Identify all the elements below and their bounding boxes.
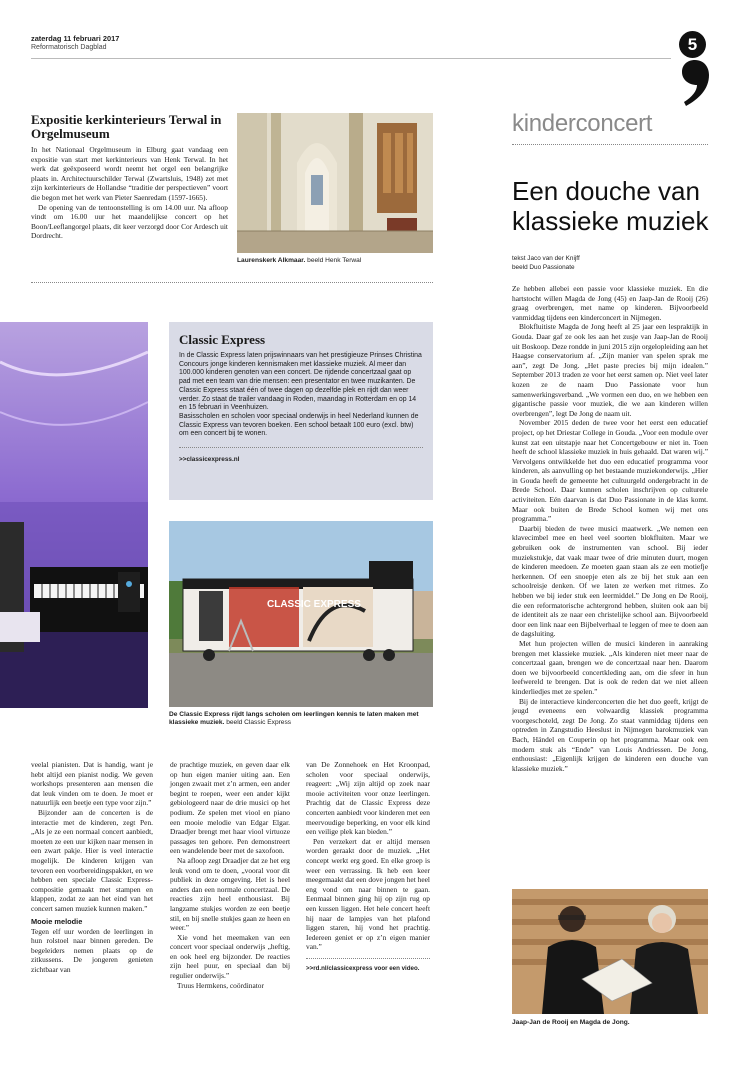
article-paragraph-5: Met hun projecten willen de musici kinderen in aanraking brengen met klassieke muziek. „Als kinderen niet meer naar de concertzaal gaan, brengen we de concertzaal naar hen. Daarom doen we bijvoorbeeld concertkleding aan, om die sfeer in hun leefwereld te brengen. Dat is ook de reden dat we niet alleen kinderliedjes met ze spelen.” xyxy=(512,638,708,696)
expositie-paragraph-2: De opening van de tentoonstelling is om 14.00 uur. Na afloop vindt om 16.00 uur het maandelijkse concert op het Boon/Leeflangorgel plaats, dit keer verzorgd door Cor Ardesch uit Dordrecht. xyxy=(31,202,228,241)
expositie-title: Expositie kerkinterieurs Terwal in Orgelmuseum xyxy=(31,112,222,141)
classic-express-truck-photo xyxy=(169,521,433,707)
byline-photo: beeld Duo Passionate xyxy=(512,263,575,271)
comma-mark-icon xyxy=(680,58,710,108)
article-paragraph-4: Daarbij bieden de twee musici maatwerk. „We nemen een klavecimbel mee en heel veel soorten blokfluiten. Maar we gebruiken ook de instrumenten van school. Bij ieder muziekstukje, dat vaak maar twee of drie minuten duurt, mogen de kinderen meedoen. Ze moeten gaan staan als ze een motiefje herkennen. Of een snoepje eten als ze bij het stuk aan een schoolreisje denken. Of we laten ze werken met ritmes. Zo hebben we bij ieder stuk een leermiddel.” De Jong en De Rooij, die een reformatorische achtergrond hebben, sluiten ook aan bij de identiteit als ze naar een christelijke school aan. Bijvoorbeeld door een link naar een Bijbelverhaal te leggen of mee te doen aan de dagsluiting. xyxy=(512,523,708,639)
header-publication: Reformatorisch Dagblad xyxy=(31,44,107,51)
classic-express-dotted-rule xyxy=(179,447,423,448)
concert-photo xyxy=(0,322,148,708)
truck-label: CLASSIC EXPRESS xyxy=(267,599,361,610)
church-interior-painting xyxy=(237,113,433,253)
expositie-paragraph-1: In het Nationaal Orgelmuseum in Elburg gaat vandaag een expositie van start met kerkinterieurs van Henk Terwal. In het werk dat geëxposeerd wordt neemt het orgel een belangrijke plaats in. Architectuurschilder Terwal (Zwartsluis, 1948) zet met zijn kerkinterieurs de Hollandse “traditie der perspectieven” voort die begon met het werk van Pieter Saenredam (1597-1665). xyxy=(31,145,228,202)
lower-column-3 xyxy=(306,760,430,972)
kicker-dotted-rule xyxy=(512,144,708,145)
article-paragraph-1: Ze hebben allebei een passie voor klassieke muziek. En die hartstocht willen Magda de Jong (45) en Jaap-Jan de Rooij (26) graag overbrengen, met name op kinderen. Bijvoorbeeld vanmiddag tijdens een kinderconcert in Nijmegen. xyxy=(512,284,708,322)
page-number: 5 xyxy=(687,35,698,54)
classic-express-title: Classic Express xyxy=(179,332,266,347)
col2-paragraph-4: Truus Hermkens, coördinator xyxy=(177,980,264,990)
expositie-dotted-rule xyxy=(31,282,433,283)
col2-paragraph-1: de prachtige muziek, en geven daar elk op hun eigen manier uiting aan. Een jongen zwaait met z’n armen, een ander begint te roepen, weer een ander kijkt gebiologeerd naar de drie musici op het podium. Ze spelen met viool en piano een mooie melodie van Edgar Elgar. Draadjer brengt met haar viool virtuoze passages ten gehore. Pen demonstreert een wandelende beer met de saxofoon. xyxy=(170,760,290,856)
expositie-caption-credit: beeld Henk Terwal xyxy=(307,257,362,264)
duo-photo xyxy=(512,889,708,1014)
col2-paragraph-2: Na afloop zegt Draadjer dat ze het erg leuk vond om te doen, „vooral voor dit publiek in deze omgeving. Het is heel anders dan een normale concertzaal. De reacties zijn heel enthousiast. Bij langzame stukjes worden ze een beetje stil, en bij snelle stukjes gaan ze heen en weer.” xyxy=(170,855,290,933)
classic-express-box xyxy=(169,322,433,500)
video-link[interactable]: >>rd.nl/classicexpress voor een video. xyxy=(306,964,420,972)
col3-dotted-rule xyxy=(306,958,430,959)
truck-caption xyxy=(169,711,433,728)
article-paragraph-2: Blokfluitiste Magda de Jong heeft al 25 jaar een lespraktijk in Gouda. Daar gaf ze ook les aan het zusje van Jaap-Jan de Rooij uit Boskoop. Deze rondde in juni 2015 zijn orgelopleiding aan het Haagse conservatorium af. „Zijn manier van spelen sprak me aan”, zegt De Jong. „Het paste precies bij mijn idealen.” September 2013 traden ze voor het eerst samen op. Niet veel later kozen ze de naam Duo Passionate voor hun samenwerkingsverband. „We vormen een duo, en we hebben een gigantische passie voor muziek, die we aan kinderen willen overbrengen”, legt De Jong de naam uit. xyxy=(512,322,708,418)
article-body xyxy=(512,284,708,773)
byline-text: tekst Jaco van der Knijff xyxy=(512,255,580,262)
classic-express-text: In de Classic Express laten prijswinnaars van het prestigieuze Prinses Christina Concours jonge kinderen kennismaken met klassieke muziek. Al meer dan 100.000 kinderen genoten van een concert. De rijdende concertzaal gaat op pad met een team van drie mensen: een presentator en twee muzikanten. De Classic Express staat één of twee dagen op dezelfde plek en rijdt dan weer verder. Zo staat de trailer vandaag in Roden, maandag in Rotterdam en op 14 en 15 februari in Veenhuizen. xyxy=(179,352,422,412)
classic-express-text-2: Basisscholen en scholen voor speciaal onderwijs in heel Nederland kunnen de Classic Express van tevoren boeken. Een school betaalt 100 euro (excl. btw) om een concert bij te wonen. xyxy=(179,412,419,438)
header-date: zaterdag 11 februari 2017 xyxy=(31,34,120,43)
col2-paragraph-3: Xie vond het meemaken van een concert voor speciaal onderwijs „heftig, en ook heel erg bijzonder. De reacties zijn heel puur, en speciaal dan bij regulier onderwijs.” xyxy=(170,932,290,981)
col1-paragraph-3: Tegen elf uur worden de leerlingen in hun rolstoel naar binnen gereden. De begeleiders nemen plaats op de zitkussens. De jongeren genieten zichtbaar van xyxy=(31,926,153,974)
article-paragraph-6: Bij de interactieve kinderconcerten die het duo geeft, krijgt de jeugd eveneens een volwaardig klassiek programma voorgeschoteld, zegt De Jong. Zo staat vanmiddag tijdens een optreden in Zangstudio Heeslust in Nijmegen barokmuziek van Bach, Händel en Couperin op het programma. Maar ook een modern stuk als “Ende” van Louis Andriessen. De Jong, enthousiast: „Eigenlijk krijgen de kinderen een douche van klassieke muziek.” xyxy=(512,696,708,773)
header-rule xyxy=(31,58,671,59)
col1-paragraph-1: veelal pianisten. Dat is handig, want je hebt altijd een pianist nodig. We geven workshops presenteren aan mensen die dat leuk vinden om te doen. Je moet er natuurlijk een beetje een type voor zijn.” xyxy=(31,760,153,808)
truck-caption-bold: De Classic Express rijdt langs scholen om leerlingen kennis te laten maken met klassieke muziek. xyxy=(169,711,419,727)
lower-column-2 xyxy=(170,760,290,990)
truck-caption-credit: beeld Classic Express xyxy=(226,719,292,727)
col1-subhead: Mooie melodie xyxy=(31,916,83,926)
duo-caption xyxy=(512,1019,708,1027)
lower-column-1 xyxy=(31,760,153,974)
duo-caption-bold: Jaap-Jan de Rooij en Magda de Jong. xyxy=(512,1019,630,1026)
article-kicker: kinderconcert xyxy=(512,110,653,137)
article-headline: Een douche van klassieke muziek xyxy=(512,176,709,236)
col3-paragraph-2: Pen verzekert dat er altijd mensen worden geraakt door de muziek. „Het concept werkt erg goed. En elke groep is weer een verrassing. Ik heb een keer meegemaakt dat een dove jongen het heel eng vond om naar binnen te gaan. Eenmaal binnen ging hij op zijn rug op een kussen liggen. Het hele concert heeft hij naar de lampjes van het plafond liggen staren, hij vond het prachtig. Iedereen geniet er op z’n eigen manier van.” xyxy=(306,836,430,952)
classic-express-link[interactable]: >>classicexpress.nl xyxy=(179,456,240,464)
byline xyxy=(512,255,580,272)
col1-paragraph-2: Bijzonder aan de concerten is de interactie met de kinderen, zegt Pen. „Als je ze een normaal concert aanbiedt, moeten ze een uur kijken naar mensen in een zwart pakje. Hier is veel interactie mogelijk. De kinderen krijgen van tevoren een voorbereidingspakket, en we hebben een speciale Classic Express-compositie gemaakt met stampen en klappen, zodat ze aan het eind van het concert samen muziek kunnen maken.” xyxy=(31,807,153,913)
expositie-block xyxy=(31,113,228,241)
expositie-caption xyxy=(237,257,433,265)
expositie-caption-bold: Laurenskerk Alkmaar. xyxy=(237,257,306,264)
col3-paragraph-1: van De Zonnehoek en Het Kroonpad, scholen voor speciaal onderwijs, reageert: „Wij zijn altijd op zoek naar mooie activiteiten voor onze leerlingen. Prachtig dat de Classic Express deze concerten aanbiedt voor kinderen met een meervoudige beperking, en voor elk kind een veilige plek kan bieden.” xyxy=(306,760,430,837)
article-paragraph-3: November 2015 deden de twee voor het eerst een educatief project, op het Driestar College in Gouda. „Voor een module over kunst zat een uitstapje naar het Concertgebouw er niet in. Toen heeft de school klassieke muziek in huis gehaald. Dat waren wij.” Vervolgens ontwikkelde het duo een educatief programma voor kinderen, als aanvulling op het bestaande muziekonderwijs. „Hier in Gouda heeft de gemeente het cultuurgeld ondergebracht in de Brede School. Daar kunnen scholen inschrijven op culturele activiteiten. Eén daarvan is dat Duo Passionate in de klas komt. Maar ook buiten de Brede School komen wij met ons programma.” xyxy=(512,418,708,524)
page-number-badge xyxy=(679,31,706,58)
